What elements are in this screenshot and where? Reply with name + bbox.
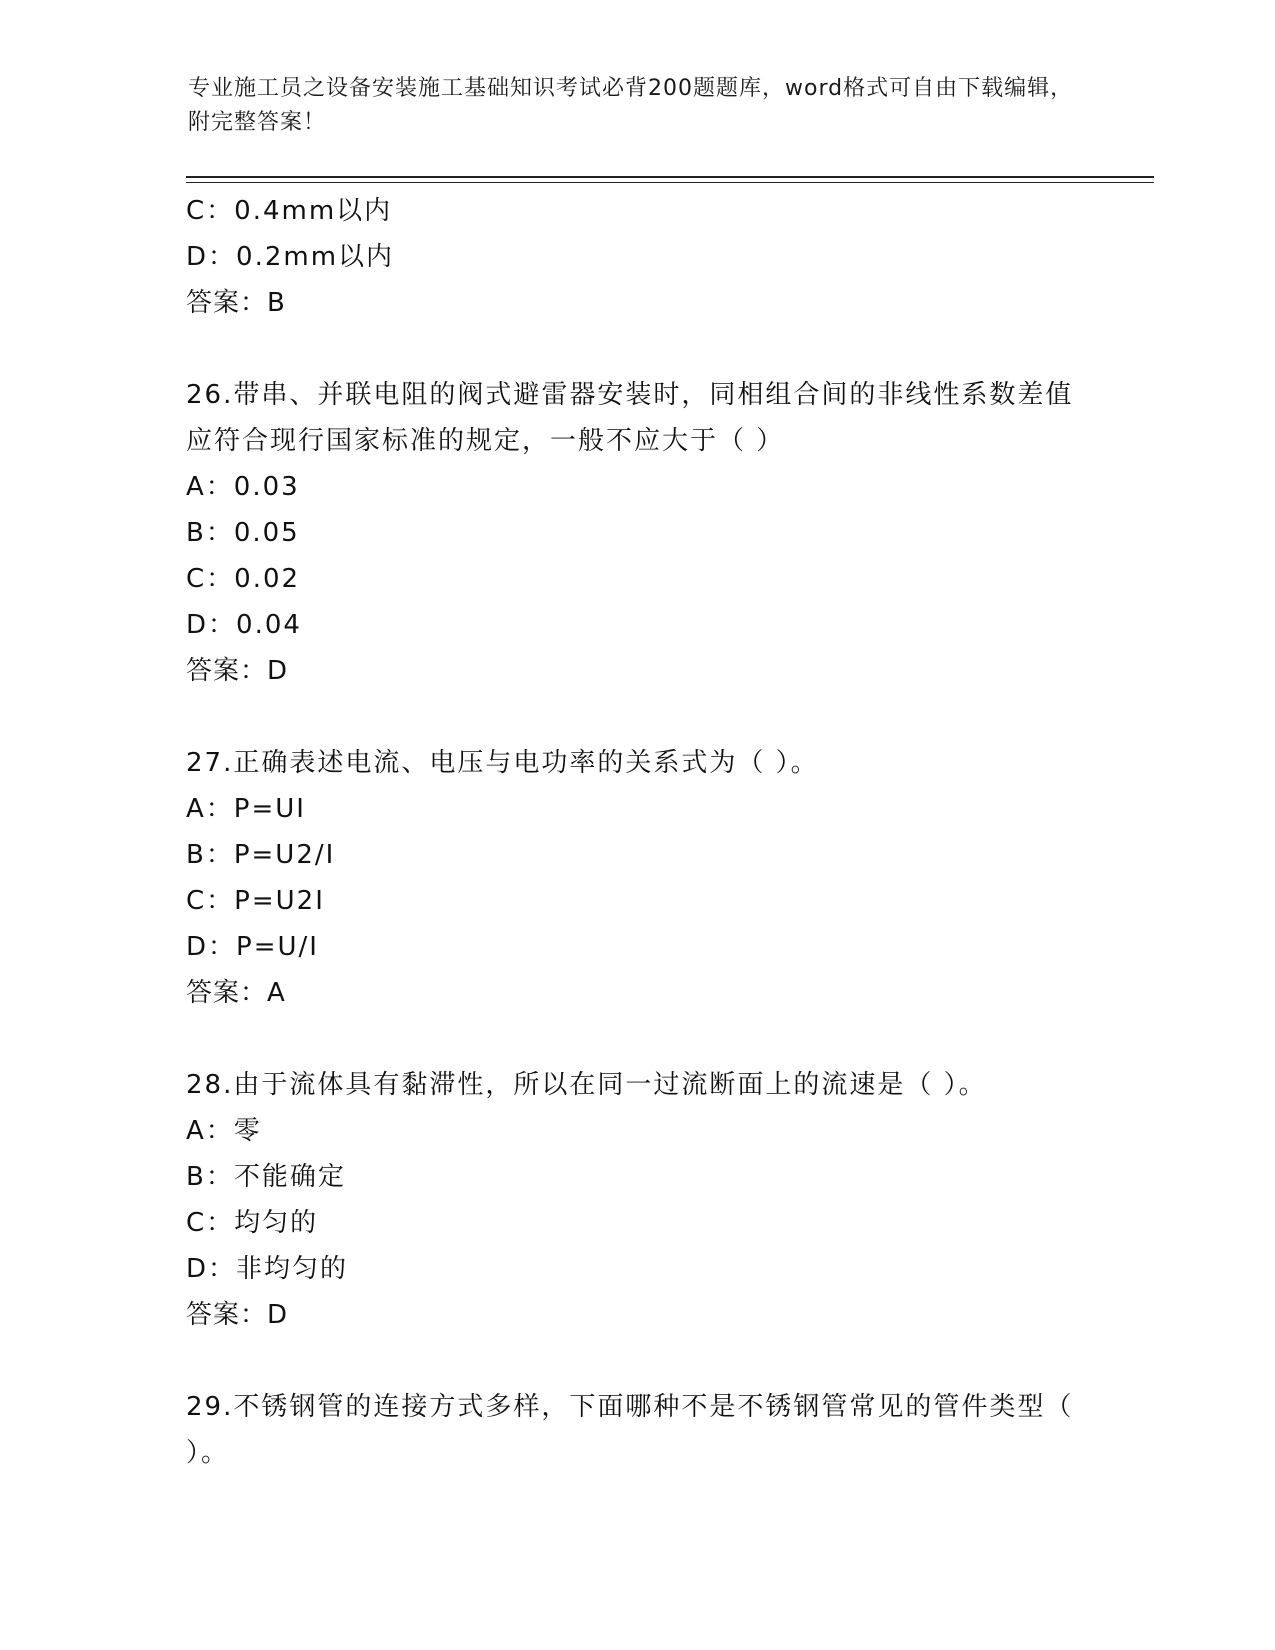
question-content xyxy=(186,188,1086,1476)
option-b: B：0.05 xyxy=(186,518,300,548)
option-d: D：0.2mm以内 xyxy=(186,242,395,272)
question-text: 26.带串、并联电阻的阀式避雷器安装时，同相组合间的非线性系数差值应符合现行国家标准的规定，一般不应大于（ ） xyxy=(186,380,1074,456)
header-rule-thin xyxy=(186,182,1154,183)
answer-line: 答案：D xyxy=(186,656,289,686)
page-header xyxy=(188,72,1088,140)
option-a: A：0.03 xyxy=(186,472,300,502)
question-28 xyxy=(186,1062,1086,1338)
question-29 xyxy=(186,1384,1086,1476)
option-c: C：P=U2I xyxy=(186,886,325,916)
spacer xyxy=(186,694,1086,740)
option-c: C：0.02 xyxy=(186,564,301,594)
answer-line: 答案：D xyxy=(186,1300,289,1330)
question-text: 28.由于流体具有黏滞性，所以在同一过流断面上的流速是（ ）。 xyxy=(186,1070,987,1100)
option-b: B：不能确定 xyxy=(186,1162,346,1192)
option-d: D：P=U/I xyxy=(186,932,319,962)
option-b: B：P=U2/I xyxy=(186,840,336,870)
option-d: D：0.04 xyxy=(186,610,302,640)
header-rule-thick xyxy=(186,176,1154,178)
question-text: 29.不锈钢管的连接方式多样，下面哪种不是不锈钢管常见的管件类型（ ）。 xyxy=(186,1392,1074,1468)
question-26 xyxy=(186,372,1086,694)
spacer xyxy=(186,1016,1086,1062)
option-a: A：P=UI xyxy=(186,794,306,824)
option-c: C：均匀的 xyxy=(186,1208,319,1238)
question-27 xyxy=(186,740,1086,1016)
option-d: D：非均匀的 xyxy=(186,1254,349,1284)
spacer xyxy=(186,326,1086,372)
header-title: 专业施工员之设备安装施工基础知识考试必背200题题库，word格式可自由下载编辑，附完整答案！ xyxy=(188,76,1074,135)
answer-line: 答案：B xyxy=(186,288,286,318)
question-text: 27.正确表述电流、电压与电功率的关系式为（ ）。 xyxy=(186,748,819,778)
question-fragment xyxy=(186,188,1086,326)
option-a: A：零 xyxy=(186,1116,262,1146)
answer-line: 答案：A xyxy=(186,978,286,1008)
spacer xyxy=(186,1338,1086,1384)
option-c: C：0.4mm以内 xyxy=(186,196,393,226)
